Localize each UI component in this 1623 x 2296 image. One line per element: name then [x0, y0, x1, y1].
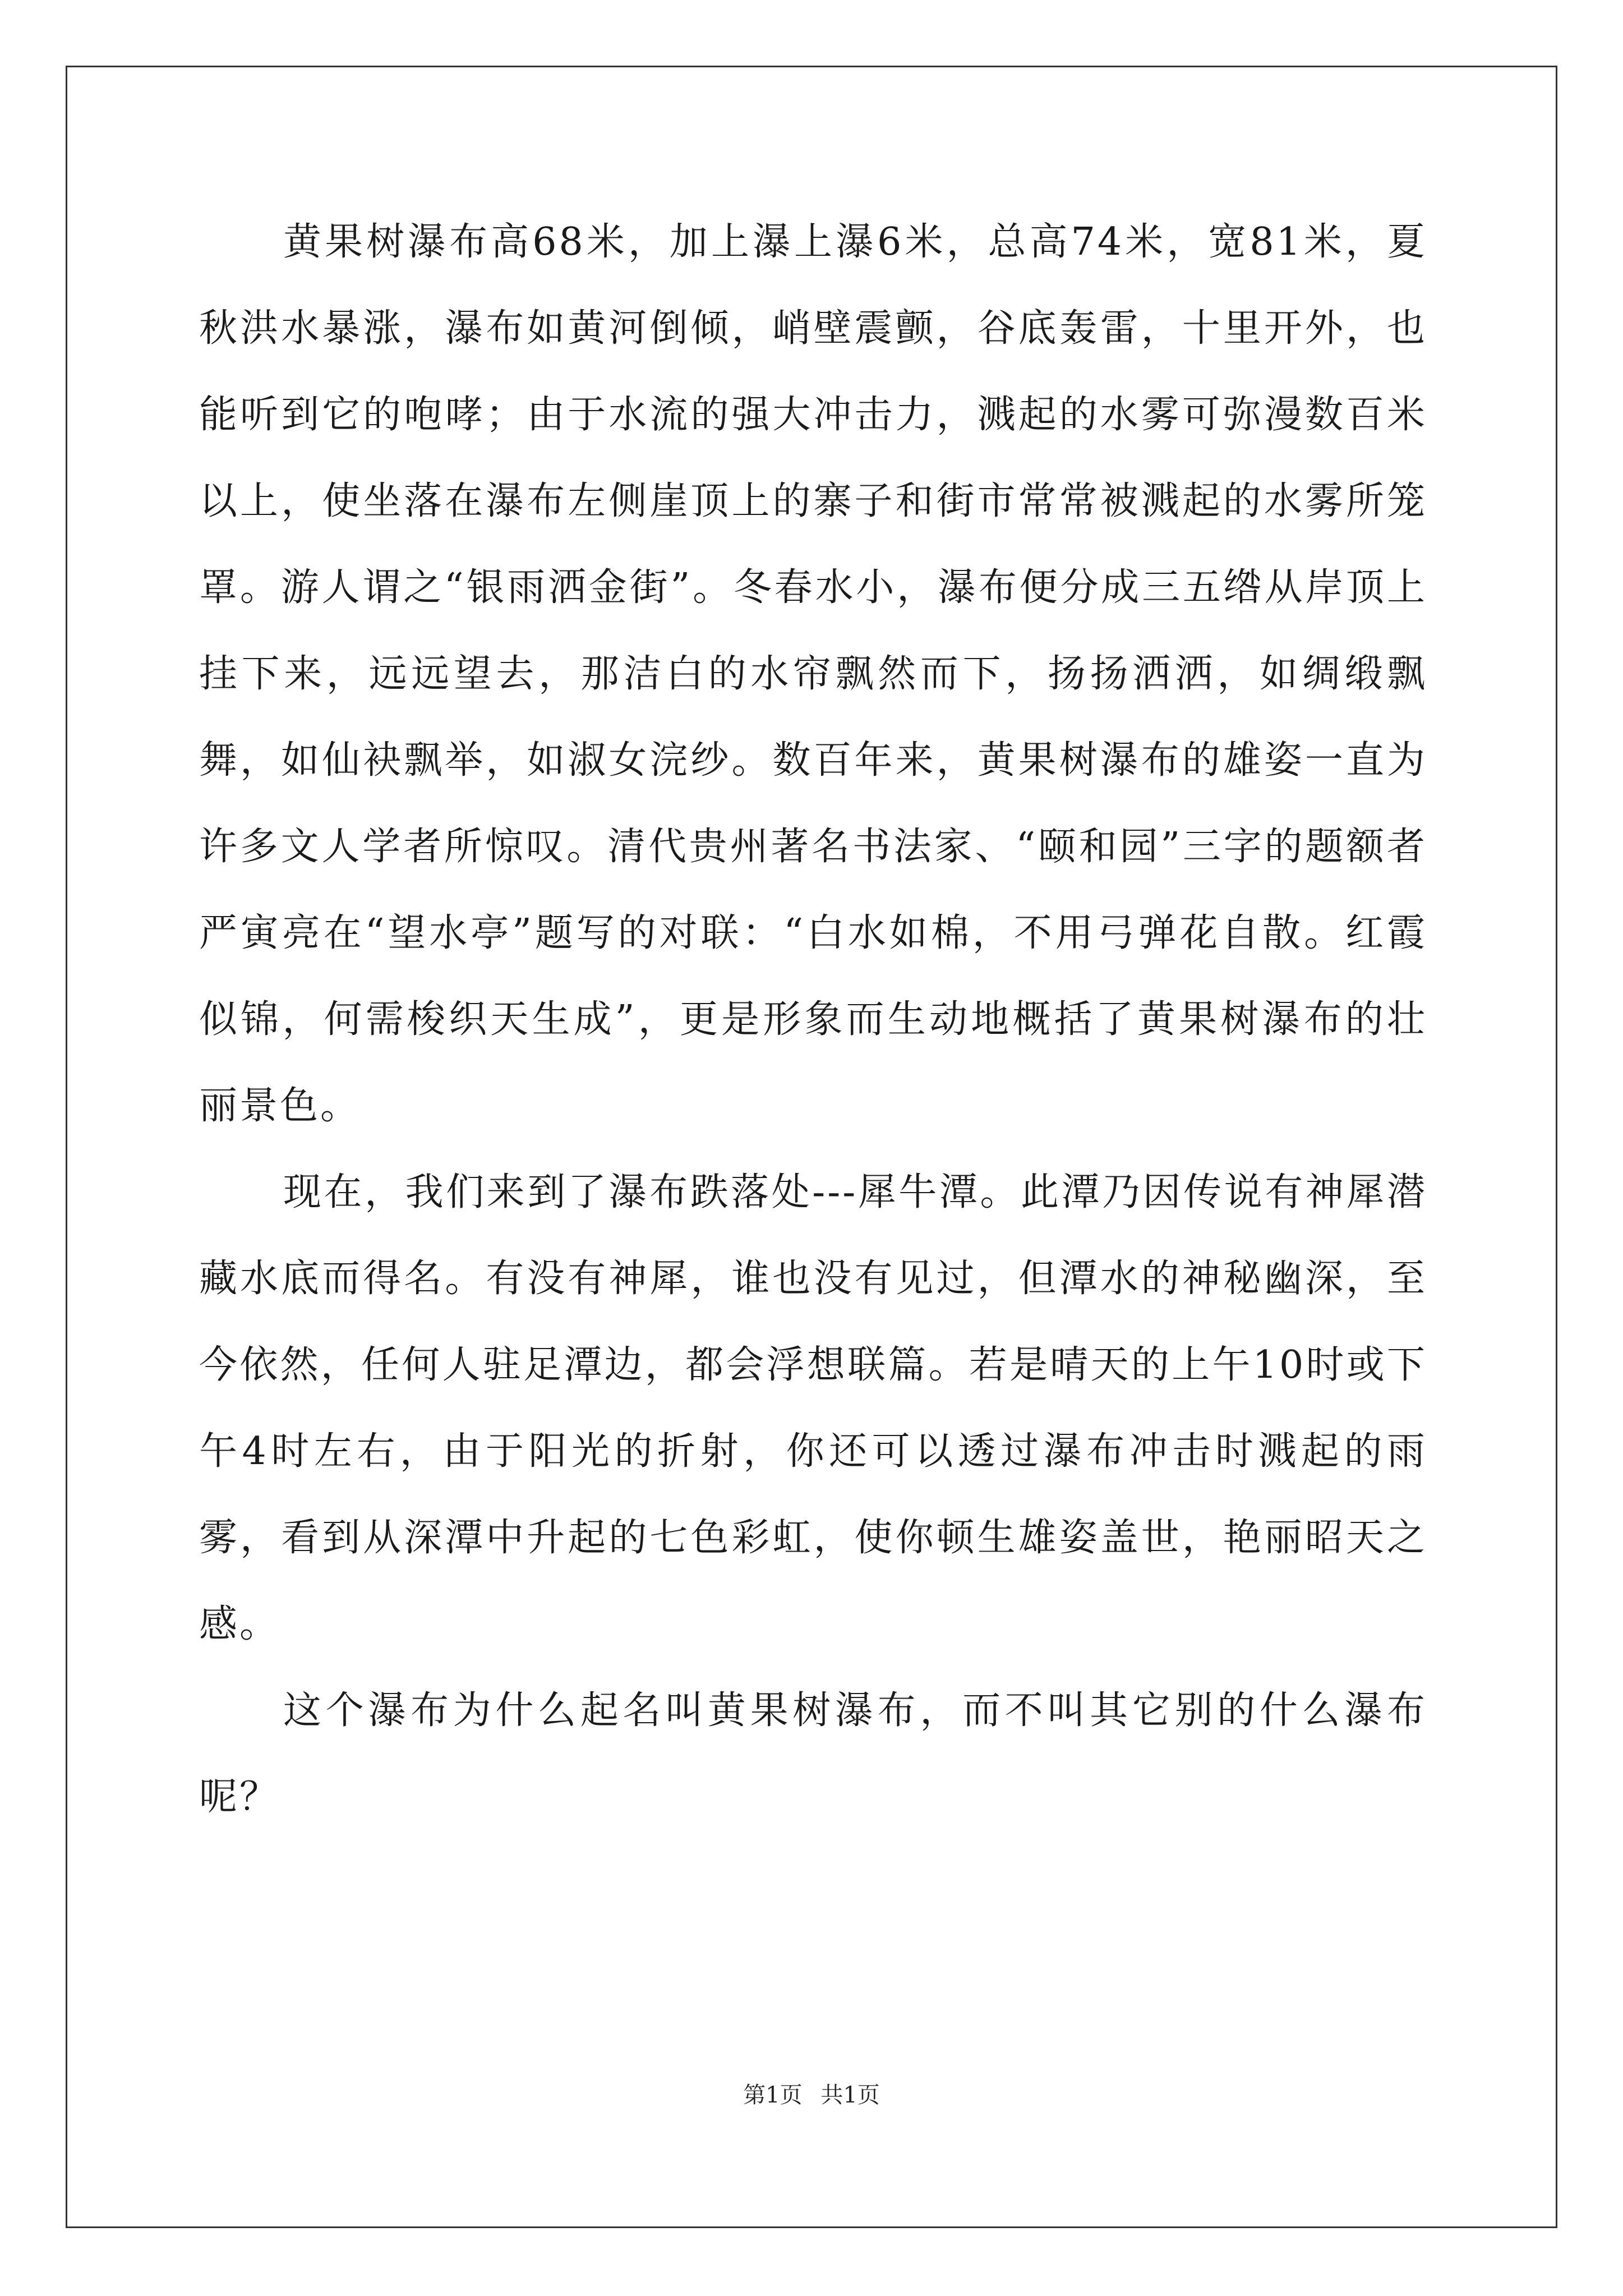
document-body [199, 199, 1427, 1841]
page-footer [0, 2078, 1623, 2112]
paragraph-3: 这个瀑布为什么起名叫黄果树瀑布，而不叫其它别的什么瀑布呢？ [199, 1688, 1427, 1819]
paragraph-1: 黄果树瀑布高68米，加上瀑上瀑6米，总高74米，宽81米，夏秋洪水暴涨，瀑布如黄河倒倾，峭壁震颤，谷底轰雷，十里开外，也能听到它的咆哮；由于水流的强大冲击力，溅起的水雾可弥漫数百米以上，使坐落在瀑布左侧崖顶上的寨子和街市常常被溅起的水雾所笼罩。游人谓之“银雨洒金街”。冬春水小，瀑布便分成三五绺从岸顶上挂下来，远远望去，那洁白的水帘飘然而下，扬扬洒洒，如绸缎飘舞，如仙袂飘举，如淑女浣纱。数百年来，黄果树瀑布的雄姿一直为许多文人学者所惊叹。清代贵州著名书法家、“颐和园”三字的题额者严寅亮在“望水亭”题写的对联：“白水如棉，不用弓弹花自散。红霞似锦，何需梭织天生成”，更是形象而生动地概括了黄果树瀑布的壮丽景色。 [199, 220, 1427, 1128]
page-number: 第1页 [743, 2082, 803, 2108]
page-total: 共1页 [820, 2082, 880, 2108]
paragraph-2: 现在，我们来到了瀑布跌落处---犀牛潭。此潭乃因传说有神犀潜藏水底而得名。有没有神犀，谁也没有见过，但潭水的神秘幽深，至今依然，任何人驻足潭边，都会浮想联篇。若是晴天的上午10时或下午4时左右，由于阳光的折射，你还可以透过瀑布冲击时溅起的雨雾，看到从深潭中升起的七色彩虹，使你顿生雄姿盖世，艳丽昭天之感。 [199, 1170, 1427, 1646]
